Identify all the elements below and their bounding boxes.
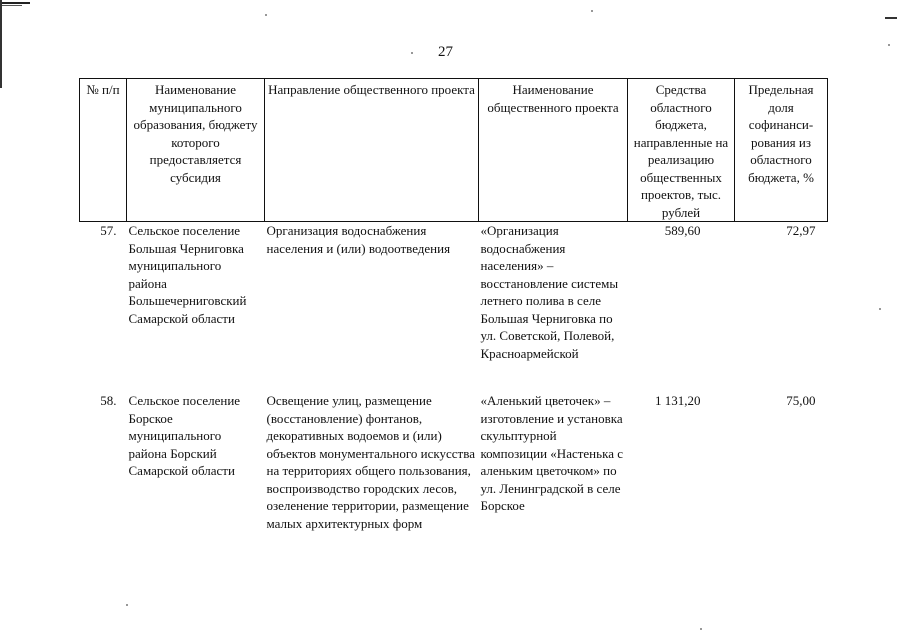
share-cell: 72,97	[786, 223, 816, 238]
header-share: Предельная доля софинанси-рования из областного бюджета, %	[735, 79, 828, 222]
table-row	[80, 392, 828, 592]
municipality-cell: Сельское поселение Большая Черниговка муниципального района Большечерниговский Самарской области	[128, 223, 247, 326]
subsidy-table	[79, 78, 828, 592]
header-direction: Направление общественного проекта	[265, 79, 479, 222]
scan-speck	[591, 10, 593, 12]
share-cell: 75,00	[786, 393, 816, 408]
header-municipality: Наименование муниципального образования, бюджету которого предоставляется субсидия	[127, 79, 265, 222]
scan-speck	[411, 52, 413, 54]
funds-cell: 1 131,20	[655, 393, 701, 408]
direction-cell: Организация водоснабжения населения и (или) водоотведения	[266, 223, 451, 256]
scan-speck	[126, 604, 128, 606]
project-cell: «Организация водоснабжения населения» – восстановление системы летнего полива в селе Большая Черниговка по ул. Советской, Полевой, Красноармейской	[480, 223, 619, 361]
table-header-row	[80, 79, 828, 222]
page-number: 27	[438, 44, 453, 60]
scan-speck	[265, 14, 267, 16]
project-cell: «Аленький цветочек» – изготовление и установка скульптурной композиции «Настенька с аленьким цветочком» по ул. Ленинградской в селе Борское	[480, 393, 623, 513]
row-number: 57.	[100, 223, 117, 238]
scan-artifact	[0, 5, 22, 6]
funds-cell: 589,60	[664, 223, 701, 238]
scan-artifact	[0, 0, 2, 88]
scan-speck	[700, 628, 702, 630]
header-funds: Средства областного бюджета, направленные на реализацию общественных проектов, тыс. рублей	[628, 79, 735, 222]
direction-cell: Освещение улиц, размещение (восстановление) фонтанов, декоративных водоемов и (или) объектов монументального искусства на территориях общего пользования, воспроизводство городских лесов, озеленение территории, размещение малых архитектурных форм	[266, 393, 475, 531]
header-project: Наименование общественного проекта	[479, 79, 628, 222]
row-number: 58.	[100, 393, 117, 408]
scan-speck	[888, 44, 890, 46]
scan-artifact	[885, 17, 897, 19]
scan-artifact	[0, 2, 30, 4]
header-num: № п/п	[80, 79, 127, 222]
table-row	[80, 222, 828, 393]
municipality-cell: Сельское поселение Борское муниципального района Борский Самарской области	[128, 393, 241, 478]
scan-speck	[879, 308, 881, 310]
